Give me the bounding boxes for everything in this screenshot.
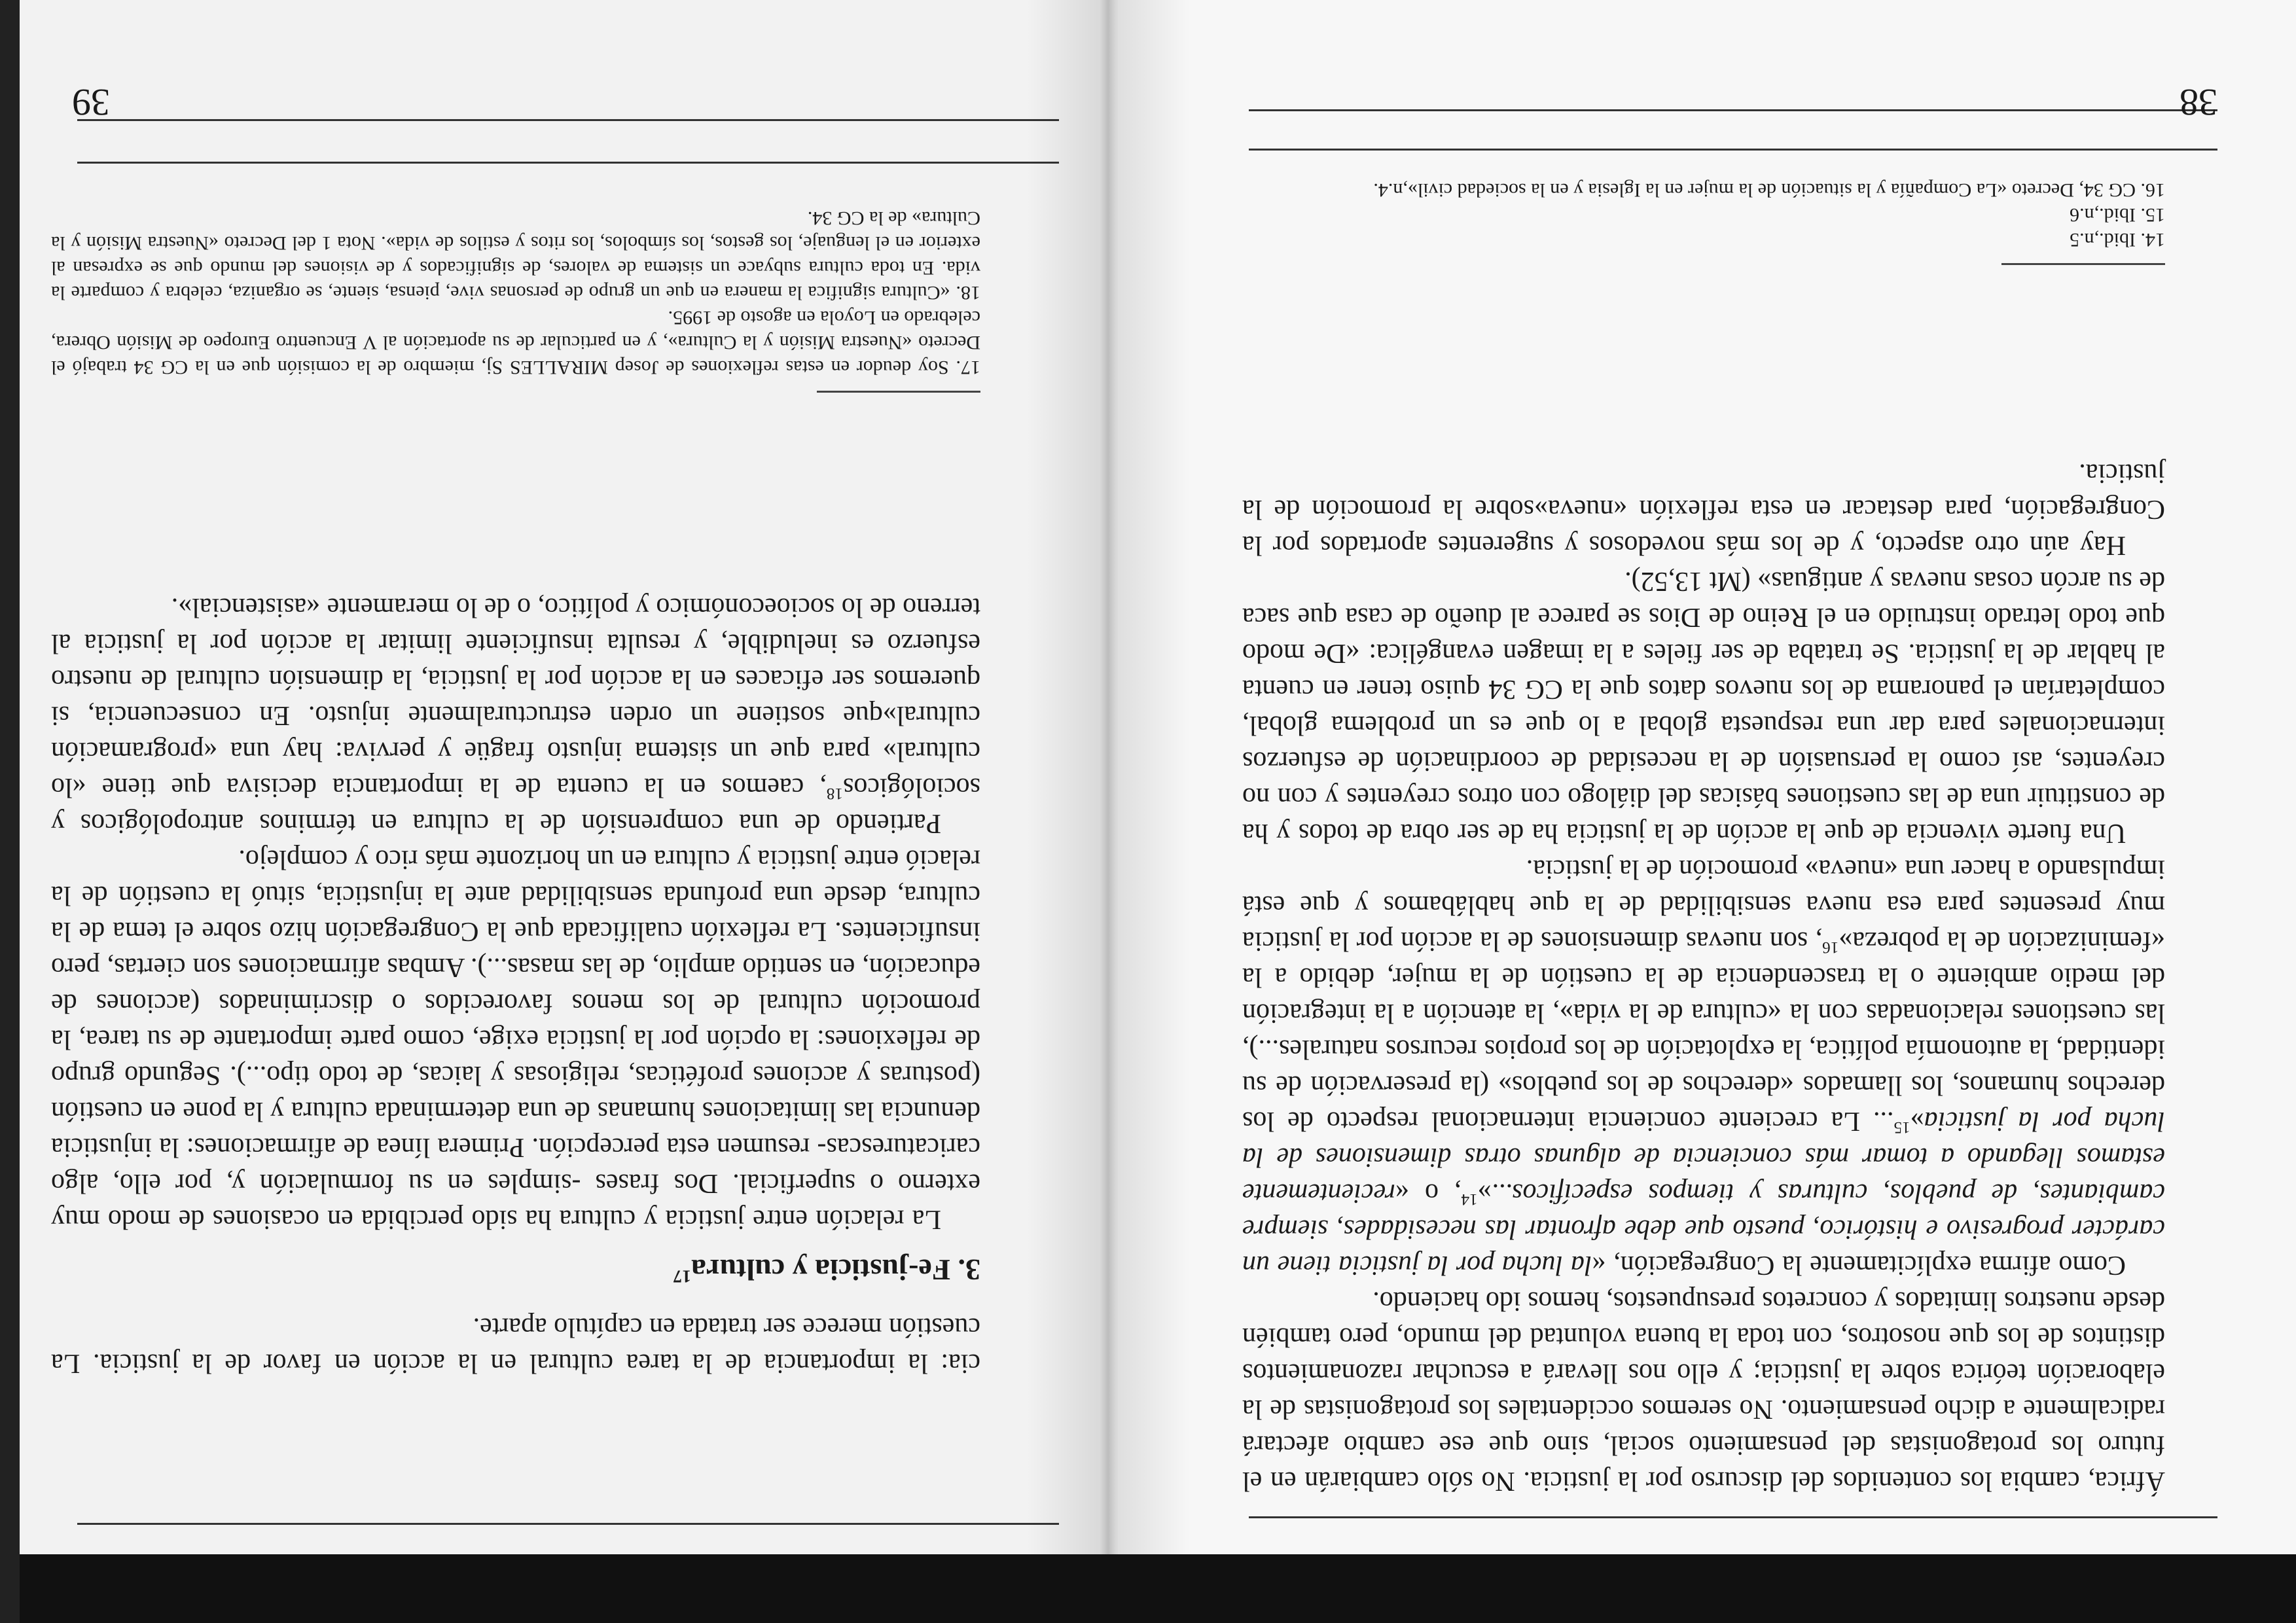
body-text <box>1242 455 2165 1499</box>
header-rule <box>77 162 1059 164</box>
footnote-18: 18. «Cultura significa la manera en que un grupo de personas vive, piensa, siente, se organiza, celebra y comparte la vida. En toda cultura subyace un sistema de valores, de significados y de visiones del mundo que se expresan al exterior en el lenguaje, los gestos, los símbolos, los ritos y estilos de vida». Nota 1 del Decreto «Nuestra Misión y la Cultura» de la CG 34. <box>51 207 980 304</box>
footnote-ref-18[interactable]: 18 <box>826 785 844 802</box>
footnote-separator <box>817 391 980 393</box>
paragraph-2-text: » <box>1477 1178 1492 1208</box>
page-39 <box>0 0 1118 1623</box>
footnote-ref-15[interactable]: 15 <box>1893 1118 1910 1136</box>
body-text <box>51 589 980 1381</box>
paragraph-3-text: Partiendo de una comprensión de la cultura en términos antropológicos y sociológicos <box>51 772 980 838</box>
top-rule <box>1249 1516 2217 1518</box>
footnote-ref-16[interactable]: 16 <box>1822 938 1839 956</box>
footnote-15: 15. Ibid.,n.6 <box>2070 204 2165 226</box>
header-rule <box>1249 109 2217 111</box>
footnote-16: 16. CG 34, Decreto «La Compañía y la situación de la mujer en la Iglesia y en la sociedad civil»,n.4. <box>1373 179 2165 201</box>
footnote-17: 17. Soy deudor en estas reflexiones de Josep MIRALLES Sj, miembro de la comisión que en la CG 34 trabajó el Decreto «Nuestra Misión y la Cultura», y en particular de su aportación al V Encuentro Europeo de Misión Obrera, celebrado en Loyola en agosto de 1995. <box>51 307 980 378</box>
paragraph-2-quote-2: recientemente estamos llegando a tomar más conciencia de algunas otras dimensiones de la lucha por la justicia <box>1242 1106 2165 1208</box>
footnote-ref-14[interactable]: 14 <box>1461 1190 1478 1208</box>
paragraph-2-text: , son nuevas dimensiones de la acción por la justicia muy presentes para esa nueva sensibilidad de la que hablábamos y que está impulsando a hacer una «nueva» promoción de la justicia. <box>1242 854 2165 956</box>
header-rule-2 <box>77 119 1059 121</box>
page-number: 39 <box>72 81 110 124</box>
paragraph-2-text: , o « <box>1395 1178 1462 1208</box>
paragraph-2: La relación entre justicia y cultura ha sido percibida en ocasiones de modo muy externo o superficial. Dos frases -simples en su formulación y, por ello, algo caricaturescas- resumen esta percepción. Primera línea de afirmaciones: la injusticia denuncia las limitaciones humanas de una determinada cultura y la pone en cuestión (posturas y acciones proféticas, religiosas y laicas, de todo tipo...). Segundo grupo de reflexiones: la opción por la justicia exige, como parte importante de su tarea, la promoción cultural de los menos favorecidos o discriminados (acciones de educación, en sentido amplio, de las masas...). Ambas afirmaciones son ciertas, pero insuficientes. La reflexión cualificada que la Congregación hizo sobre el tema de la cultura, desde una profunda sensibilidad ante la injusticia, situó la cuestión de la relació entre justicia y cultura en un horizonte más rico y complejo. <box>51 844 980 1234</box>
footnote-ref-17[interactable]: 17 <box>673 1266 691 1287</box>
paragraph-4: Hay aún otro aspecto, y de los más novedosos y sugerentes aportados por la Congregación, para destacar en esta reflexión «nueva»sobre la promoción de la justicia. <box>1242 458 2165 560</box>
footnote-14: 14. Ibid.,n.5 <box>2070 229 2165 251</box>
top-rule <box>77 1523 1059 1525</box>
paragraph-2-text: Como afirma explícitamente la Congregación, « <box>1592 1250 2126 1280</box>
page-38 <box>1118 0 2296 1623</box>
footnote-separator <box>2001 263 2165 265</box>
bottom-rule <box>1249 149 2217 151</box>
paragraph-2-quote-1: la lucha por la justicia tiene un carácter progresivo e histórico, puesto que debe afrontar las necesidades, siempre cambiantes, de pueblos, culturas y tiempos específicos... <box>1242 1178 2165 1280</box>
section-heading <box>51 1250 980 1289</box>
paragraph-3: Una fuerte vivencia de que la acción de la justicia ha de ser obra de todos y ha de constituir una de las cuestiones básicas del diálogo con otros creyentes y con no creyentes, así como la persuasión de la necesidad de coordinación de esfuerzos internacionales para dar una respuesta global a lo que es un problema global, completarían el panorama de los nuevos datos que la CG 34 quiso tener en cuenta al hablar de la justicia. Se trataba de ser fieles a la imagen evangélica: «De modo que todo letrado instruido en el Reino de Dios se parece al dueño de casa que saca de su arcón cosas nuevas y antiguas» (Mt 13,52). <box>1242 566 2165 848</box>
paragraph-2-text: ... La creciente conciencia internacional respecto de los derechos humanos, los llamados «derechos de los pueblos» (la preservación de su identidad, la autonomía política, la explotación de los propios recursos naturales...), las cuestiones relacionadas con la «cultura de la vida», la atención a la integración del medio ambiente o la trascendencia de la cuestión de la mujer, debido a la «feminización de la pobreza» <box>1242 926 2165 1136</box>
paragraph-2 <box>1242 851 2165 1283</box>
scanner-left-edge <box>0 0 20 1623</box>
paragraph-3 <box>51 589 980 841</box>
footnotes <box>1242 177 2165 252</box>
scanner-bottom-edge <box>0 1554 2296 1623</box>
section-heading-text: 3. Fe-justicia y cultura <box>691 1253 980 1287</box>
page-number: 38 <box>2179 81 2217 124</box>
paragraph-1: África, cambia los contenidos del discurso por la justicia. No sólo cambiarán en el futuro los protagonistas del pensamiento social, sino que ese cambio afectará radicalmente a dicho pensamiento. No seremos occidentales los protagonistas de la elaboración teórica sobre la justicia; y ello nos llevará a escuchar razonamientos distintos de los que nosotros, con toda la buena voluntad del mundo, pero también desde nuestros limitados y concretos presupuestos, hemos ido haciendo. <box>1242 1286 2165 1496</box>
footnotes <box>51 205 980 380</box>
paragraph-1: cia: la importancia de la tarea cultural en la acción en favor de la justicia. La cuestión merece ser tratada en capítulo aparte. <box>51 1312 980 1378</box>
paragraph-2-text: » <box>1910 1106 1924 1136</box>
paragraph-3-text: , caemos en la cuenta de la importancia decisiva que tiene «lo cultural» para que un sistema injusto fragüe y perviva: hay una «programación cultural»que sostiene un orden estructuralmente injusto. En consecuencia, si queremos ser eficaces en la acción por la justicia, la dimensión cultural de nuestro esfuerzo es ineludible, y resulta insuficiente limitar la acción por la justicia al terreno de lo socioeconómico y político, o de lo meramente «asistencial». <box>51 592 980 802</box>
